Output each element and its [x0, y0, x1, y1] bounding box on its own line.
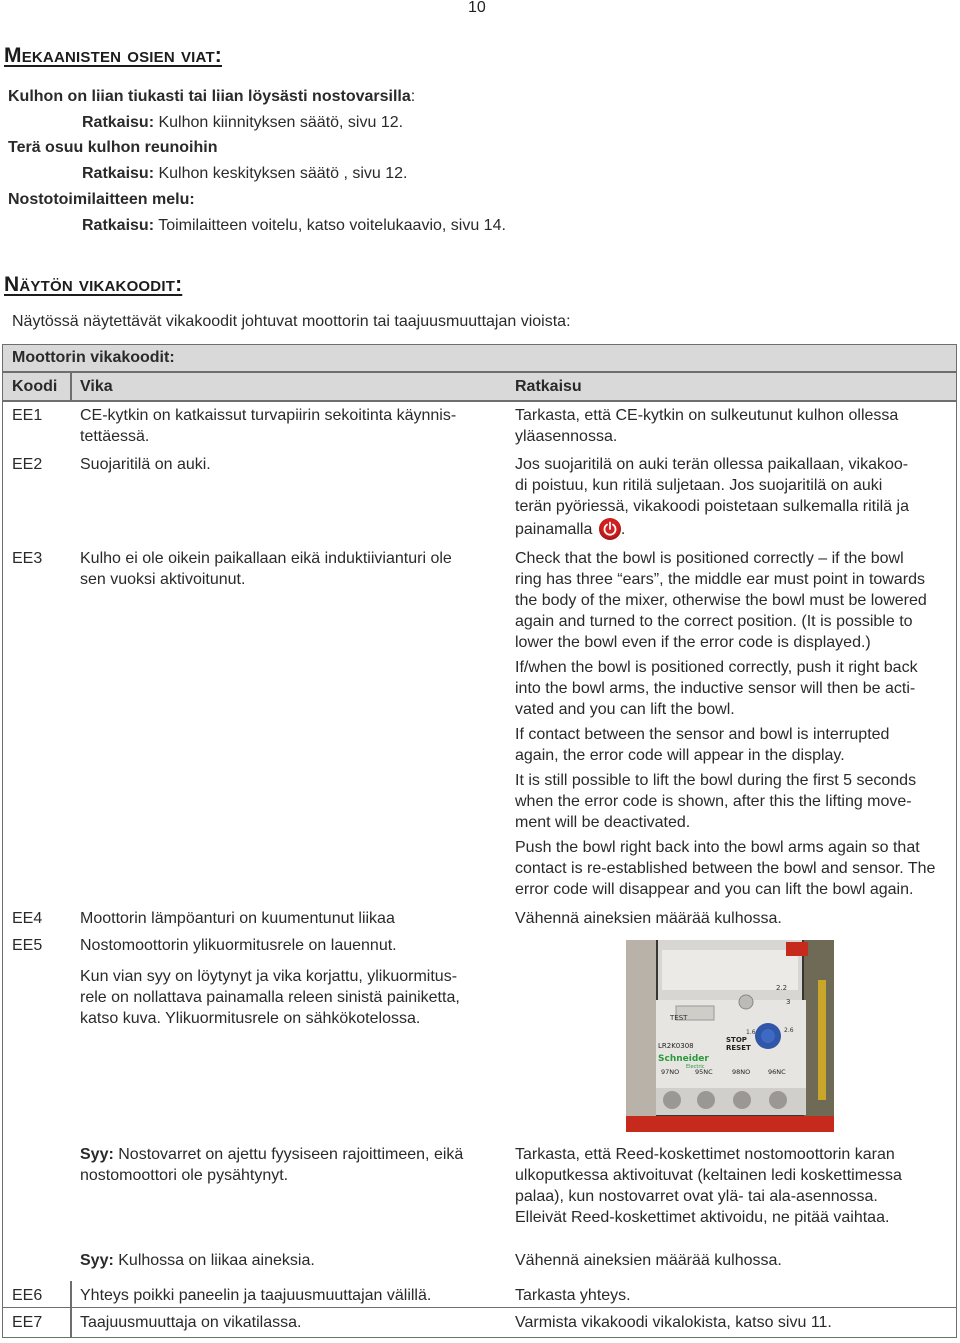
photo-brand-label: Schneider — [658, 1054, 709, 1064]
page-number: 10 — [468, 0, 486, 16]
solution-ee1: Tarkasta, että CE-kytkin on sulkeutunut kulhon ollessa yläasennossa. — [515, 407, 899, 445]
solution-ee5-cause-1: Tarkasta, että Reed-koskettimet nostomoottorin karan ulkoputkessa aktivoituvat (keltainen ledi koskettimessa palaa), kun nostovarret ovat ylä- tai ala-asennossa. Elleivät Reed-koskettimet aktivoidu, ne pitää vaihtaa. — [515, 1146, 902, 1226]
fault-ee7: Taajuusmuuttaja on vikatilassa. — [80, 1314, 302, 1331]
photo-scale-4: 2.6 — [784, 1027, 794, 1034]
fault-ee3: Kulho ei ole oikein paikallaan eikä induktiivianturi ole sen vuoksi aktivoitunut. — [80, 550, 452, 588]
table-title: Moottorin vikakoodit: — [12, 349, 175, 366]
overload-relay-photo — [626, 940, 834, 1132]
photo-scale-1: 2.2 — [776, 984, 788, 992]
section-title-mechanical: Mekaanisten osien viat: — [4, 44, 222, 67]
photo-scale-2: 3 — [786, 998, 791, 1006]
photo-term-2: 95NC — [695, 1068, 713, 1076]
solution-ee2: Jos suojaritilä on auki terän ollessa paikallaan, vikakoo- di poistuu, kun ritilä suljetaan. Jos suojaritilä on auki terän pyöriessä, vikakoodi poistetaan sulkemalla ritilä ja painamalla . — [515, 456, 909, 538]
solution-ee5-cause-2: Vähennä aineksien määrää kulhossa. — [515, 1252, 782, 1269]
code-ee4: EE4 — [12, 910, 43, 927]
mech-solution-2: Ratkaisu: Kulhon keskityksen säätö , sivu 12. — [82, 165, 408, 182]
header-code: Koodi — [12, 378, 58, 395]
table-header-band — [3, 373, 956, 400]
solution-ee7: Varmista vikakoodi vikalokista, katso sivu 11. — [515, 1314, 832, 1331]
code-ee3: EE3 — [12, 550, 43, 567]
photo-term-1: 97NO — [661, 1068, 680, 1076]
photo-term-3: 98NO — [732, 1068, 751, 1076]
mech-problem-2: Terä osuu kulhon reunoihin — [8, 139, 218, 156]
photo-term-4: 96NC — [768, 1068, 786, 1076]
fault-ee5: Nostomoottorin ylikuormitusrele on lauennut. — [80, 937, 397, 954]
header-solution: Ratkaisu — [515, 378, 582, 395]
codes-intro: Näytössä näytettävät vikakoodit johtuvat moottorin tai taajuusmuuttajan vioista: — [12, 313, 571, 330]
code-ee1: EE1 — [12, 407, 43, 424]
fault-ee4: Moottorin lämpöanturi on kuumentunut liikaa — [80, 910, 395, 927]
solution-ee3: Check that the bowl is positioned correctly – if the bowl ring has three “ears”, the middle ear must point in towards the body of the mixer, otherwise the bowl must be lowered again and turned to the correct position. (It is possible to lower the bowl even if the error code is displayed.) If/when the bowl is positioned correctly, push it right back into the bowl arms, the inductive sensor will then be acti- vated and you can lift the bowl. If contact between the sensor and bowl is interrupted again, the error code will appear in the display. It is still possible to lift the bowl during the first 5 seconds when the error code is shown, after this the lifting move- ment will be deactivated. Push the bowl right back into the bowl arms again so that contact is re-established between the bowl and sensor. The error code will disappear and you can lift the bowl again. — [515, 550, 936, 898]
code-ee7: EE7 — [12, 1314, 43, 1331]
solution-ee6: Tarkasta yhteys. — [515, 1287, 631, 1304]
photo-stop-label: STOP — [726, 1036, 747, 1044]
fault-ee1: CE-kytkin on katkaissut turvapiirin sekoitinta käynnis- tettäessä. — [80, 407, 457, 445]
section-title-codes: Näytön vikakoodit: — [4, 273, 183, 296]
fault-ee2: Suojaritilä on auki. — [80, 456, 211, 473]
code-ee6: EE6 — [12, 1287, 43, 1304]
power-button-icon — [599, 518, 621, 540]
photo-model-label: LR2K0308 — [658, 1042, 694, 1050]
solution-ee4: Vähennä aineksien määrää kulhossa. — [515, 910, 782, 927]
photo-reset-label: RESET — [726, 1044, 751, 1052]
mech-problem-3: Nostotoimilaitteen melu: — [8, 191, 195, 208]
mech-solution-1: Ratkaisu: Kulhon kiinnityksen säätö, sivu 12. — [82, 114, 404, 131]
fault-ee5-cause-1: Syy: Nostovarret on ajettu fyysiseen rajoittimeen, eikä nostomoottori ole pysähtynyt. — [80, 1146, 464, 1184]
photo-brand-sub: Electric — [686, 1064, 705, 1070]
mech-solution-3: Ratkaisu: Toimilaitteen voitelu, katso voitelukaavio, sivu 14. — [82, 217, 506, 234]
photo-test-label: TEST — [670, 1014, 688, 1022]
fault-ee6: Yhteys poikki paneelin ja taajuusmuuttajan välillä. — [80, 1287, 432, 1304]
code-ee5: EE5 — [12, 937, 43, 954]
fault-ee5-detail: Kun vian syy on löytynyt ja vika korjattu, ylikuormitus- rele on nollattava painamalla releen sinistä painiketta, katso kuva. Ylikuormitusrele on sähkökotelossa. — [80, 968, 460, 1027]
header-fault: Vika — [80, 378, 113, 395]
mech-problem-1: Kulhon on liian tiukasti tai liian löysästi nostovarsilla: — [8, 88, 416, 105]
code-ee2: EE2 — [12, 456, 43, 473]
photo-scale-3: 1.6 — [746, 1029, 756, 1036]
fault-ee5-cause-2: Syy: Kulhossa on liikaa aineksia. — [80, 1252, 315, 1269]
